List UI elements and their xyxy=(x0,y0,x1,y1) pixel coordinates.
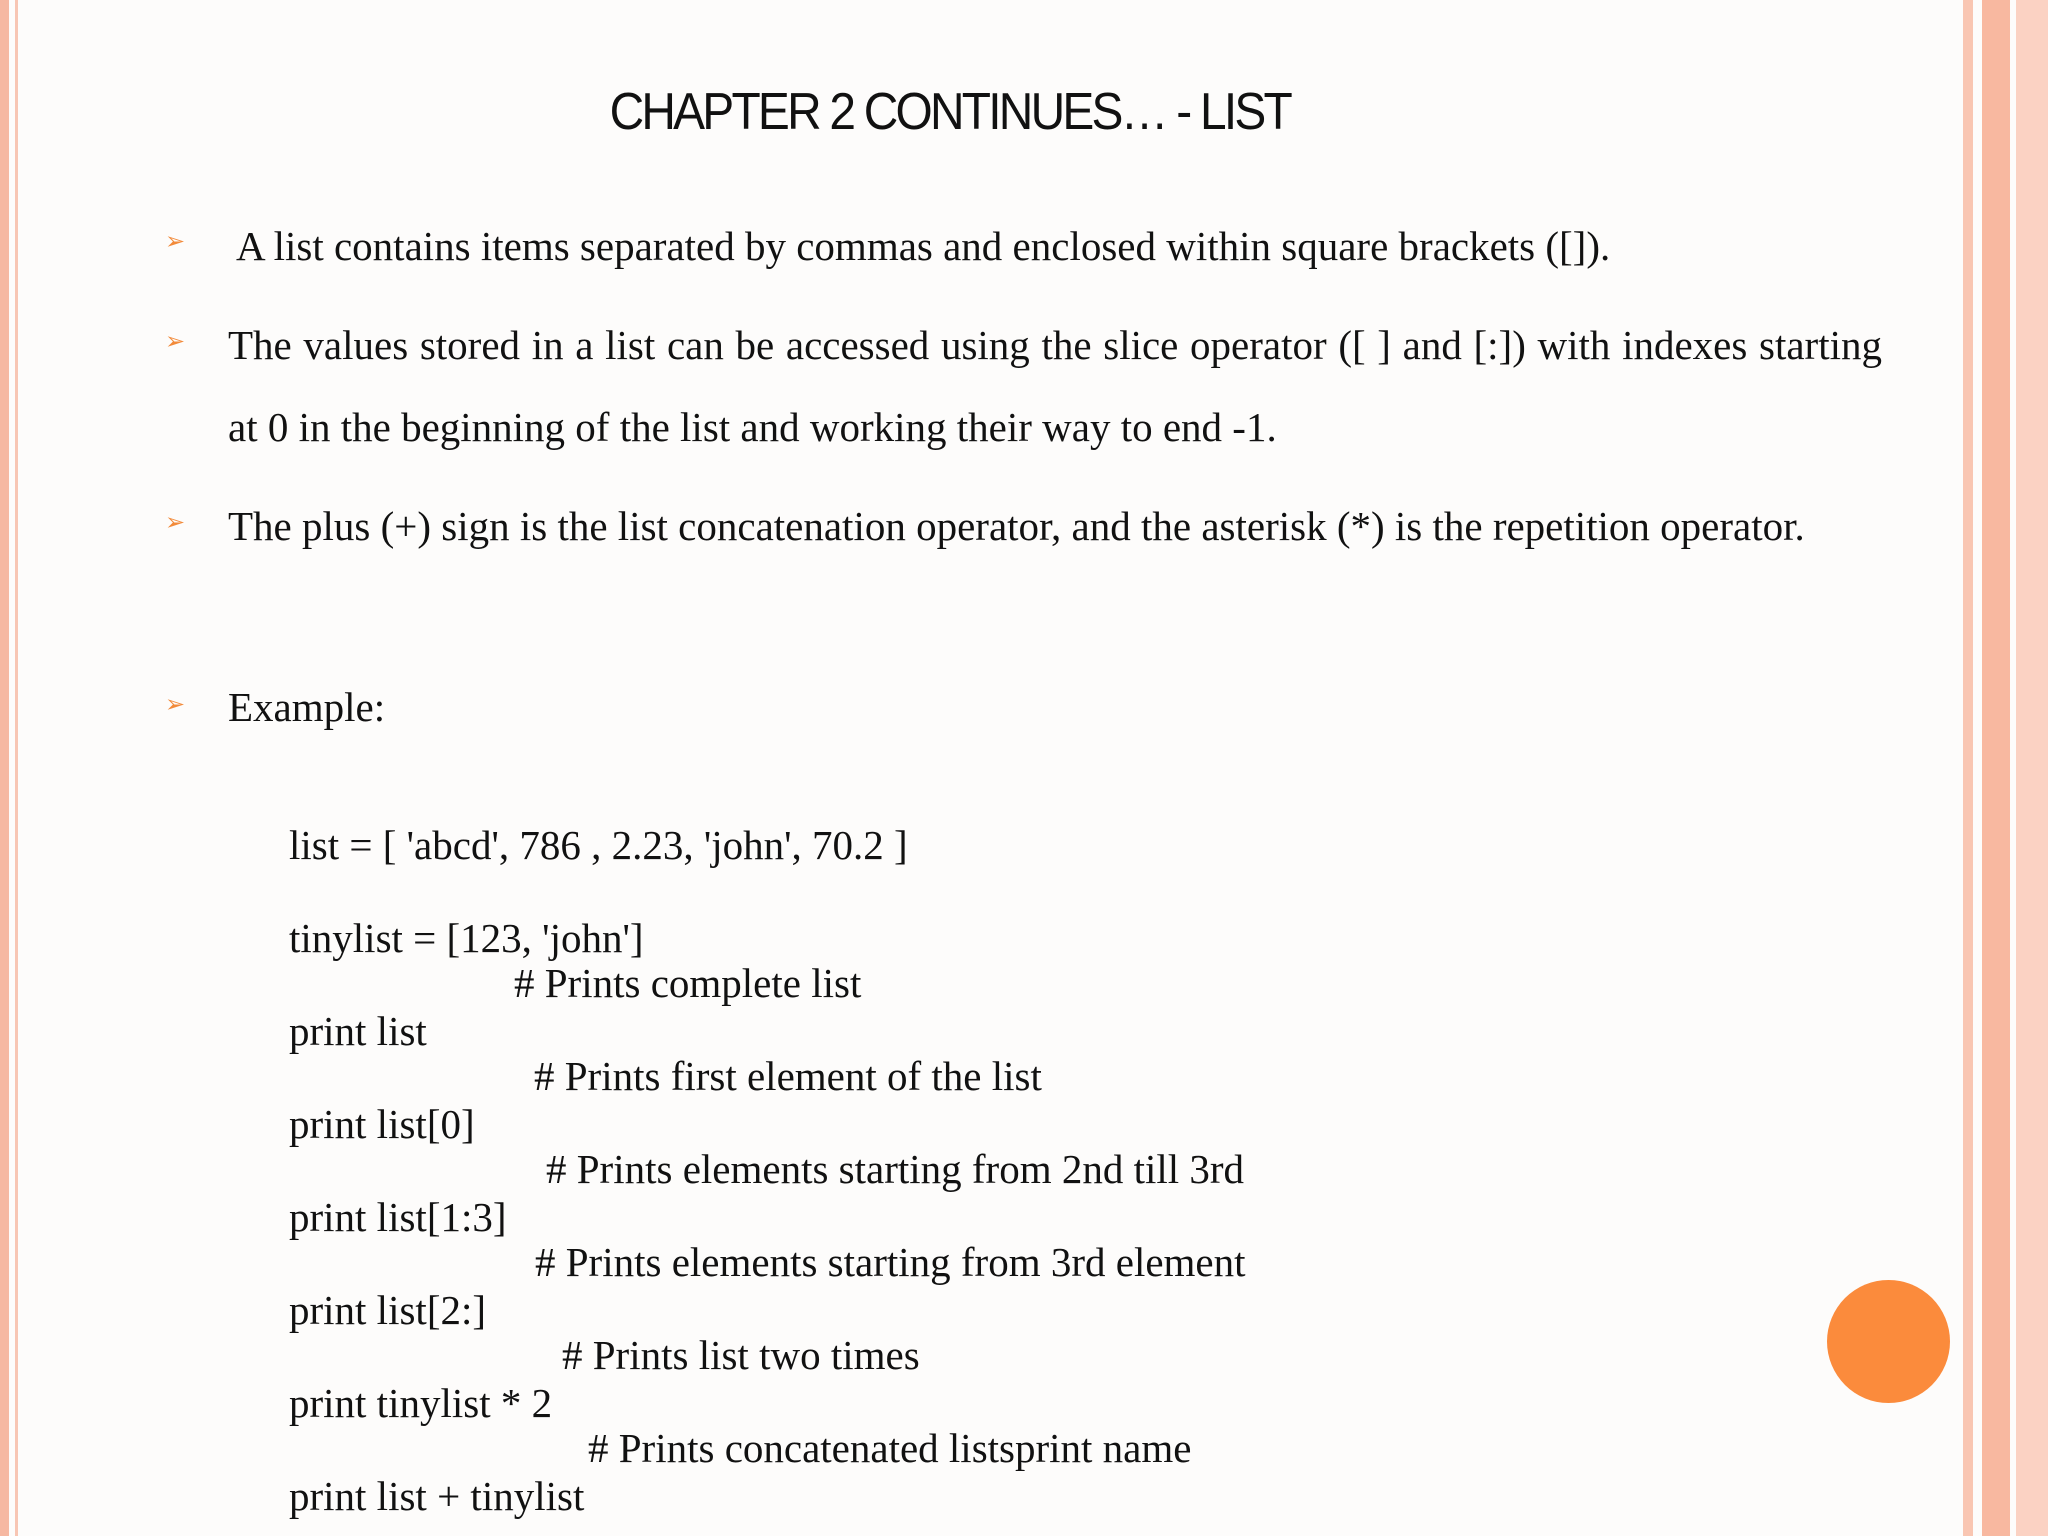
code-statement: print list[0] xyxy=(289,1101,475,1147)
code-comment: # Prints elements starting from 3rd element xyxy=(535,1239,1246,1285)
right-border-edge xyxy=(2016,0,2048,1536)
code-comment: # Prints complete list xyxy=(514,960,862,1006)
decorative-circle xyxy=(1827,1280,1950,1403)
code-statement: list = [ 'abcd', 786 , 2.23, 'john', 70.2 ] xyxy=(289,822,908,868)
bullet-text: The plus (+) sign is the list concatenation operator, and the asterisk (*) is the repetition operator. xyxy=(228,503,1805,549)
code-statement: print tinylist * 2 xyxy=(289,1380,553,1426)
code-statement: tinylist = [123, 'john'] xyxy=(289,915,644,961)
code-statement: print list[1:3] xyxy=(289,1194,507,1240)
left-border-line xyxy=(15,0,18,1536)
slide-title-text: CHAPTER 2 CONTINUES… - LIST xyxy=(609,83,1291,141)
left-border-stripe xyxy=(0,0,9,1536)
arrow-bullet-icon: ➢ xyxy=(165,690,186,718)
arrow-bullet-icon: ➢ xyxy=(165,508,186,536)
bullet-text: Example: xyxy=(228,684,386,730)
arrow-bullet-icon: ➢ xyxy=(165,327,186,355)
code-comment: # Prints concatenated listsprint name xyxy=(588,1425,1192,1471)
code-comment: # Prints elements starting from 2nd till 3rd xyxy=(546,1146,1245,1192)
code-statement: print list xyxy=(289,1008,427,1054)
arrow-bullet-icon: ➢ xyxy=(165,227,186,255)
bullet-text: A list contains items separated by commas and enclosed within square brackets ([]). xyxy=(236,223,1611,269)
code-comment: # Prints list two times xyxy=(562,1332,920,1378)
right-border-line xyxy=(1963,0,1973,1536)
code-comment: # Prints first element of the list xyxy=(534,1053,1042,1099)
code-statement: print list + tinylist xyxy=(289,1473,585,1519)
slide-title xyxy=(0,82,1900,142)
right-border-stripe xyxy=(1982,0,2010,1536)
bullet-text: The values stored in a list can be accessed using the slice operator ([ ] and [:]) with indexes starting at 0 in the beginning of the list and working their way to end -1. xyxy=(228,322,1882,450)
code-statement: print list[2:] xyxy=(289,1287,487,1333)
code-line xyxy=(248,1424,584,1536)
